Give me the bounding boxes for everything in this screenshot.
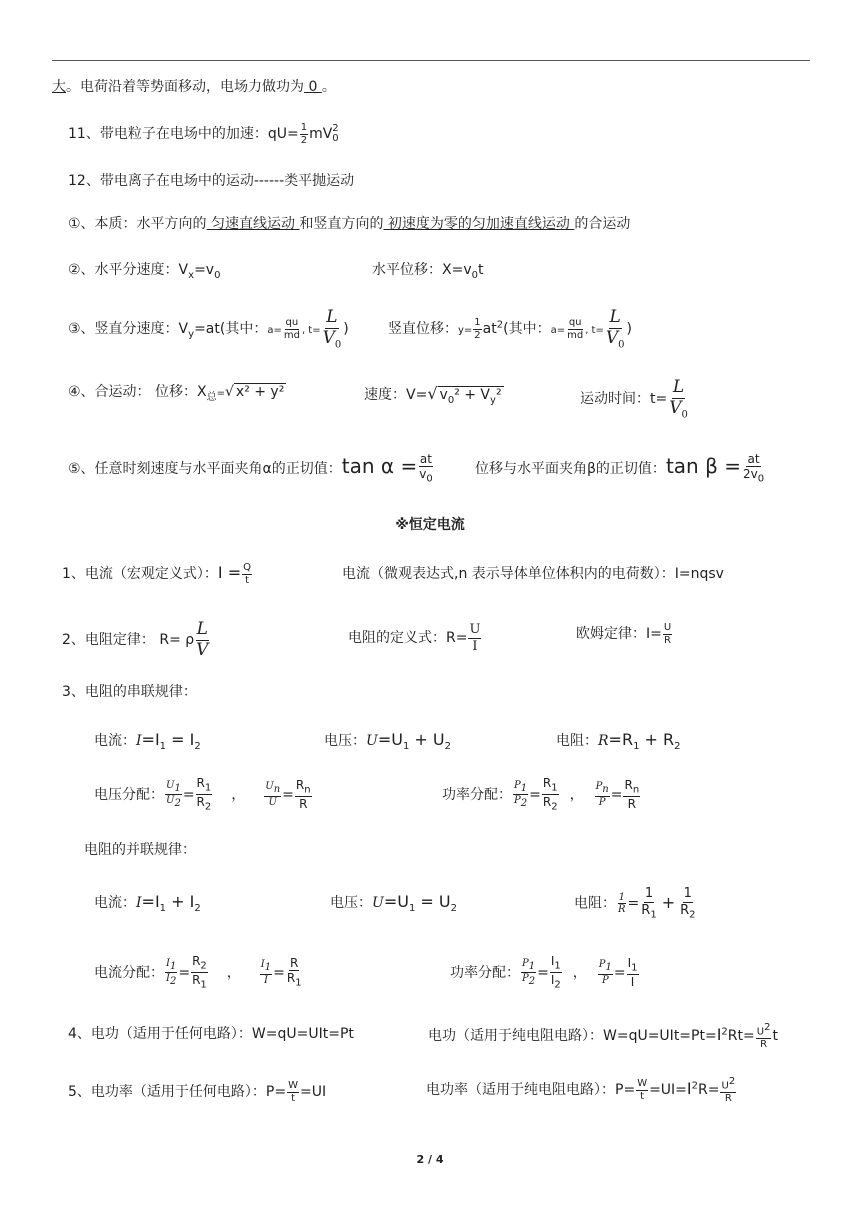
displacement-tangent: 位移与水平面夹角β的正切值：tan β = $\frac{at}{2v_0}$ xyxy=(475,452,765,485)
item-12-essence: ①、本质：水平方向的 匀速直线运动 和竖直方向的 初速度为零的匀加速直线运动 的合运动 xyxy=(68,216,631,232)
fraction: $\frac{at}{v_0}$ xyxy=(419,452,433,485)
fraction: $\frac{R_n}{R}$ xyxy=(295,778,311,812)
fraction: $\frac{I_1}{I_2}$ xyxy=(166,957,177,988)
fraction: $\frac{P_1}{P_2}$ xyxy=(522,957,536,988)
fraction: $\frac{R_1}{R_2}$ xyxy=(542,776,558,813)
fraction: $\frac{R_1}{R_2}$ xyxy=(196,776,212,813)
fraction: $\frac{I_1}{I_2}$ xyxy=(550,954,561,991)
resistance-law: 2、电阻定律： R= ρ $\frac{L}{V}$ xyxy=(62,619,209,660)
fraction: $\frac{1}{R_1}$ xyxy=(641,886,657,921)
fraction: $\frac{U^2}{R}$ xyxy=(721,1076,736,1104)
series-voltage: 电压：$U=U_1 + U_2$ xyxy=(324,730,451,752)
fraction: $\frac{1}{2}$ xyxy=(300,122,308,146)
item-12-vertical-velocity: ③、竖直分速度：$V_y=at$(其中：a= $\frac{qu}{md}$ , t= $\frac{L}{V_0}$ ) xyxy=(68,307,349,350)
fraction: $\frac{U^2}{R}$ xyxy=(756,1022,771,1050)
series-resistance: 电阻：$R=R_1 + R_2$ xyxy=(556,730,681,752)
item-12-combined: ④、合运动： 位移：$X_总=√$ x² + y² xyxy=(68,384,285,403)
fraction: $\frac{I_1}{I}$ xyxy=(260,959,272,986)
electric-power-resistive: 电功率（适用于纯电阻电路）：P= $\frac{W}{t}$ $=UI=I^2R=$ $\frac{U^2}{R}$ xyxy=(426,1076,736,1104)
series-current: 电流：$I=I_1 = I_2$ xyxy=(94,730,201,752)
fraction: $\frac{P_n}{P}$ xyxy=(595,781,609,808)
fraction: $\frac{1}{R_2}$ xyxy=(680,886,696,921)
item-11: 11、带电粒子在电场中的加速：qU= $\frac{1}{2}$ mV 2 0 xyxy=(68,122,339,146)
ohms-law: 欧姆定律：I= $\frac{U}{R}$ xyxy=(576,622,672,646)
parallel-power-division: 功率分配： $\frac{P_1}{P_2}$ = $\frac{I_1}{I_2}$ ， $\frac{P_1}{P}$ = $\frac{I_1}{I}$ xyxy=(450,954,638,991)
item-12: 12、带电离子在电场中的运动------类平抛运动 xyxy=(68,173,355,189)
fraction: $\frac{L}{V_0}$ xyxy=(669,377,688,420)
series-power-division: 功率分配： $\frac{P_1}{P_2}$ = $\frac{R_1}{R_2}$ ， $\frac{P_n}{P}$ = $\frac{R_n}{R}$ xyxy=(442,776,640,813)
fraction: $\frac{U_1}{U_2}$ xyxy=(166,779,181,810)
continuation-line: 大。电荷沿着等势面移动，电场力做功为 0 。 xyxy=(52,79,336,95)
vertical-displacement: 竖直位移：y= $\frac{1}{2}$ $at^2$(其中：a= $\frac{qu}{md}$ , t= $\frac{L}{V_0}$ ) xyxy=(388,307,632,350)
fraction: $\frac{L}{V_0}$ xyxy=(605,307,625,350)
combined-velocity: 速度：V=√ $v_0^2 + V_y^2$ xyxy=(364,384,502,406)
series-voltage-division: 电压分配： $\frac{U_1}{U_2}$ = $\frac{R_1}{R_2}$ ， $\frac{U_n}{U}$ = $\frac{R_n}{R}$ xyxy=(94,776,311,813)
fraction: $\frac{I_1}{I}$ xyxy=(627,956,638,990)
fraction: $\frac{L}{V_0}$ xyxy=(322,307,342,350)
item-12-horizontal: ②、水平分速度：$V_x=v_0$ xyxy=(68,262,221,281)
fraction: $\frac{U}{I}$ xyxy=(469,622,481,654)
resistance-definition: 电阻的定义式：R= $\frac{U}{I}$ xyxy=(348,622,481,654)
fraction: $\frac{L}{V}$ xyxy=(196,619,209,660)
fraction: $\frac{R_n}{R}$ xyxy=(624,778,640,812)
fraction: $\frac{W}{t}$ xyxy=(288,1080,298,1104)
fraction: $\frac{P_1}{P_2}$ xyxy=(514,779,528,810)
fraction: $\frac{at}{2v_0}$ xyxy=(742,452,765,485)
fraction: $\frac{1}{2}$ xyxy=(474,317,481,341)
fraction: $\frac{R}{R_1}$ xyxy=(286,956,302,989)
item-12-tangent: ⑤、任意时刻速度与水平面夹角α的正切值：tan α = $\frac{at}{v_0}$ xyxy=(68,452,433,485)
page-number: 2 / 4 xyxy=(416,1153,444,1166)
parallel-resistance: 电阻： $\frac{1}{R}$ = $\frac{1}{R_1}$ + $\frac{1}{R_2}$ xyxy=(574,886,696,921)
parallel-current: 电流：$I=I_1 + I_2$ xyxy=(94,892,201,914)
fraction: $\frac{U}{R}$ xyxy=(663,622,672,646)
electric-power-general: 5、电功率（适用于任何电路）：P= $\frac{W}{t}$ =UI xyxy=(68,1080,327,1104)
electric-work-resistive: 电功（适用于纯电阻电路）：$W=qU=UIt=Pt=I^2Rt=$ $\frac{U^2}{R}$ t xyxy=(428,1022,778,1050)
series-rules: 3、电阻的串联规律： xyxy=(62,684,197,700)
section-heading: ※恒定电流 xyxy=(395,517,465,533)
header-rule xyxy=(52,60,810,61)
current-1: 1、电流（宏观定义式）：I = $\frac{Q}{t}$ xyxy=(62,562,252,586)
parallel-current-division: 电流分配： $\frac{I_1}{I_2}$ = $\frac{R_2}{R_1}$ ， $\frac{I_1}{I}$ = $\frac{R}{R_1}$ xyxy=(94,954,302,991)
current-micro: 电流（微观表达式,n 表示导体单位体积内的电荷数）：I=nqsv xyxy=(342,566,724,582)
electric-work-general: 4、电功（适用于任何电路）：W=qU=UIt=Pt xyxy=(68,1026,354,1042)
fraction: $\frac{qu}{md}$ xyxy=(283,317,300,341)
parallel-rules: 电阻的并联规律： xyxy=(84,842,196,858)
fraction: $\frac{R_2}{R_1}$ xyxy=(192,954,207,991)
fraction: $\frac{W}{t}$ xyxy=(637,1078,648,1102)
fraction: $\frac{U_n}{U}$ xyxy=(265,781,281,808)
fraction: $\frac{Q}{t}$ xyxy=(243,562,252,586)
parallel-voltage: 电压：$U=U_1 = U_2$ xyxy=(330,892,457,914)
horizontal-displacement: 水平位移：$X=v_0t$ xyxy=(372,262,484,281)
fraction: $\frac{P_1}{P}$ xyxy=(598,959,612,986)
fraction: $\frac{qu}{md}$ xyxy=(567,317,584,341)
fraction: $\frac{1}{R}$ xyxy=(618,891,626,916)
motion-time: 运动时间：t= $\frac{L}{V_0}$ xyxy=(580,377,688,420)
